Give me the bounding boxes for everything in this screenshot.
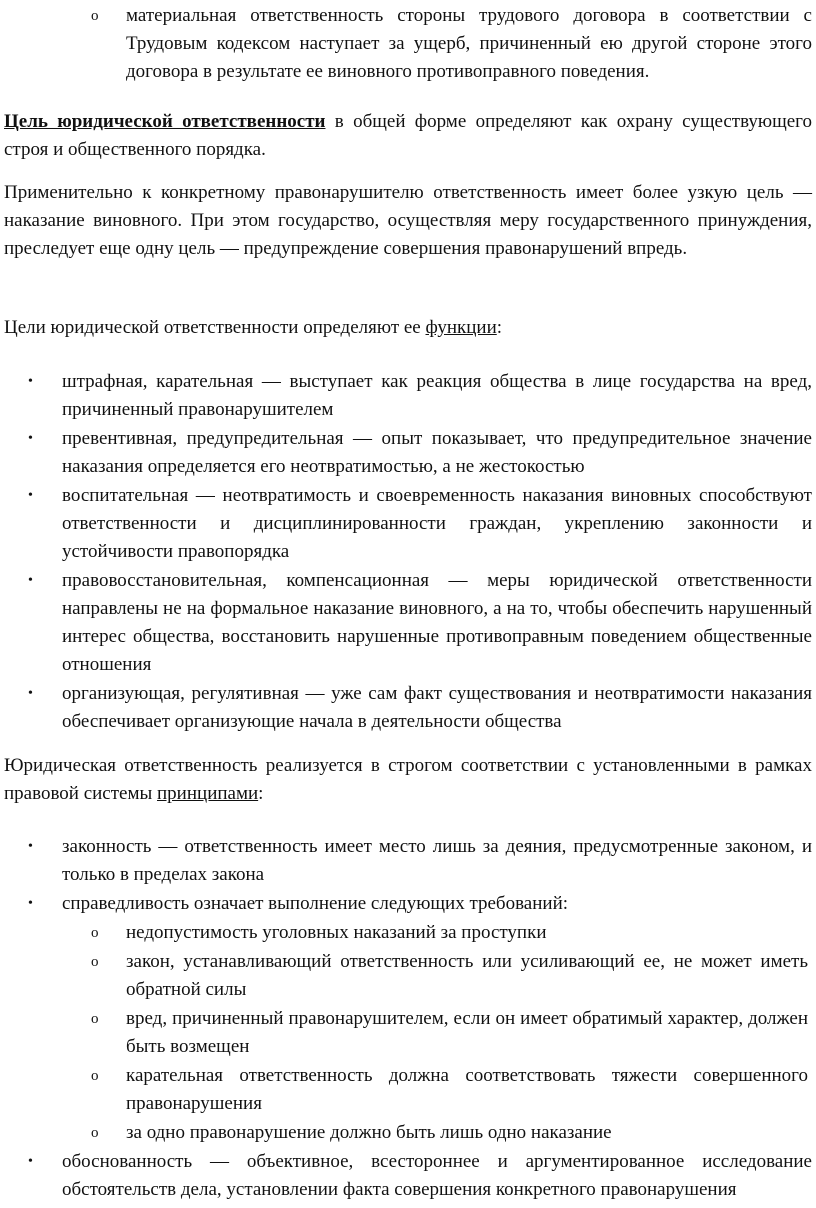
list-item: • обоснованность — объективное, всестороннее и аргументированное исследование обстоятельств дела, установлении факта совершения конкретного правонарушения (0, 1148, 816, 1204)
list-item: • правовосстановительная, компенсационная — меры юридической ответственности направлены не на формальное наказание виновного, а на то, чтобы обеспечить нарушенный интерес общества, восстановить нарушенные противоправным поведением общественные отношения (0, 567, 816, 679)
bullet-icon: • (28, 573, 33, 588)
list-item: • организующая, регулятивная — уже сам факт существования и неотвратимости наказания обеспечивает организующие начала в деятельности общества (0, 680, 816, 736)
list-item: • справедливость означает выполнение следующих требований: o недопустимость уголовных наказаний за проступки o закон, устанавливающий ответственность или усиливающий ее, не может иметь обратной силы o вред, причиненный правонарушителем, если он имеет обратимый характер, должен быть возмещен o карательная ответственность должна соответствовать тяжести совершенного правонарушения o за одно правонарушение должно быть лишь одно наказание (0, 890, 816, 1147)
bullet-icon: • (28, 488, 33, 503)
specific-goal-paragraph: Применительно к конкретному правонарушителю ответственность имеет более узкую цель — наказание виновного. При этом государство, осуществляя меру государственного принуждения, преследует еще одну цель — предупреждение совершения правонарушений впредь. (4, 182, 812, 259)
continued-sublist (0, 2, 816, 86)
principles-link[interactable]: принципами (157, 783, 259, 804)
bullet-icon: • (28, 1154, 33, 1169)
list-item: o материальная ответственность стороны трудового договора в соответствии с Трудовым кодексом наступает за ущерб, причиненный ею другой стороне этого договора в результате ее виновного противоправного поведения. (0, 2, 816, 86)
list-item: o за одно правонарушение должно быть лишь одно наказание (0, 1119, 812, 1147)
functions-list (0, 368, 816, 736)
bullet-icon: • (28, 839, 33, 854)
circle-bullet-icon: o (91, 8, 99, 24)
bullet-icon: • (28, 374, 33, 389)
bullet-icon: • (28, 686, 33, 701)
bullet-icon: • (28, 896, 33, 911)
principles-intro: Юридическая ответственность реализуется в строгом соответствии с установленными в рамках правовой системы принципами: (4, 755, 812, 804)
goal-paragraph: Цель юридической ответственности в общей форме определяют как охрану существующего строя и общественного порядка. (4, 111, 812, 160)
circle-bullet-icon: o (91, 954, 99, 970)
circle-bullet-icon: o (91, 1011, 99, 1027)
goal-term: Цель юридической ответственности (4, 111, 326, 132)
list-item: • воспитательная — неотвратимость и своевременность наказания виновных способствуют ответственности и дисциплинированности граждан, укреплению законности и устойчивости правопорядка (0, 482, 816, 566)
functions-intro: Цели юридической ответственности определяют ее функции: (4, 317, 503, 338)
circle-bullet-icon: o (91, 1068, 99, 1084)
list-item: • законность — ответственность имеет место лишь за деяния, предусмотренные законом, и только в пределах закона (0, 833, 816, 889)
functions-link[interactable]: функции (425, 317, 497, 338)
principles-list (0, 833, 816, 1204)
list-item: • штрафная, карательная — выступает как реакция общества в лице государства на вред, причиненный правонарушителем (0, 368, 816, 424)
list-item: • превентивная, предупредительная — опыт показывает, что предупредительное значение наказания определяется его неотвратимостью, а не жестокостью (0, 425, 816, 481)
circle-bullet-icon: o (91, 925, 99, 941)
list-item: o вред, причиненный правонарушителем, если он имеет обратимый характер, должен быть возмещен (0, 1005, 812, 1061)
list-item: o недопустимость уголовных наказаний за проступки (0, 919, 812, 947)
circle-bullet-icon: o (91, 1125, 99, 1141)
list-item: o карательная ответственность должна соответствовать тяжести совершенного правонарушения (0, 1062, 812, 1118)
justice-sublist (0, 919, 812, 1147)
list-item: o закон, устанавливающий ответственность или усиливающий ее, не может иметь обратной силы (0, 948, 812, 1004)
bullet-icon: • (28, 431, 33, 446)
